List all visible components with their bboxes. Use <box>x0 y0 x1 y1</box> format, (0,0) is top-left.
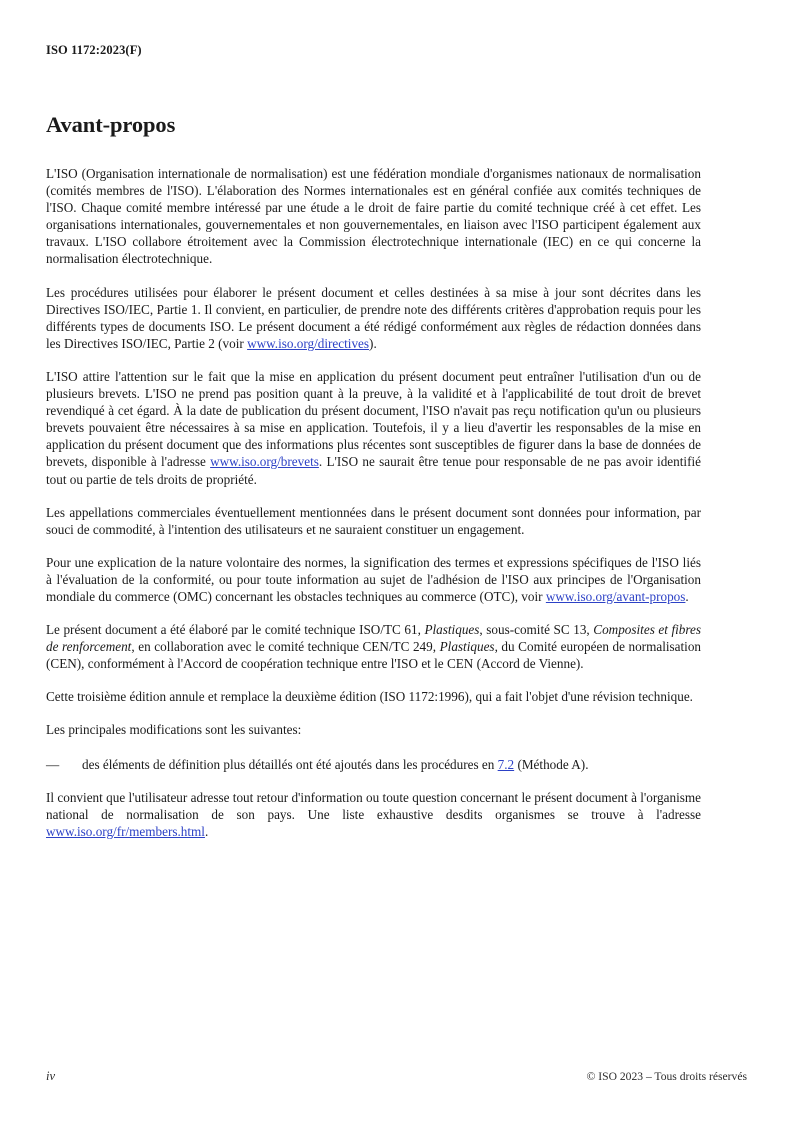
paragraph-1 <box>46 165 701 268</box>
cross-reference-7-2[interactable]: 7.2 <box>497 756 515 772</box>
committee-title-composites: Composites et fibres de renforcement <box>46 622 702 655</box>
paragraph-3-text-before-link: L'ISO attire l'attention sur le fait que la mise en application du présent document peut entraîner l'utilisation d'un ou de plusieurs brevets. L'ISO ne prend pas position quant à la preuve, à la validité et à l'applicabilité de tout droit de brevet revendiqué à cet égard. À la date de publication du présent document, l'ISO n'avait pas reçu notification qu'un ou plusieurs brevets pouvaient être nécessaires à sa mise en application. Toutefois, il y a lieu d'avertir les responsables de la mise en application du présent document que des informations plus récentes sont susceptibles de figurer dans la base de données de brevets, disponible à l'adresse <box>46 368 701 470</box>
list-item-text-before-xref: des éléments de définition plus détaillés ont été ajoutés dans les procédures en <box>82 756 498 772</box>
link-iso-directives[interactable]: www.iso.org/directives <box>247 335 370 351</box>
paragraph-6-part-3: , en collaboration avec le comité technique CEN/TC 249, <box>131 639 440 655</box>
paragraph-6-part-1: Le présent document a été élaboré par le comité technique ISO/TC 61, <box>46 622 425 638</box>
paragraph-1-text: L'ISO (Organisation internationale de normalisation) est une fédération mondiale d'organismes nationaux de normalisation (comités membres de l'ISO). L'élaboration des Normes internationales est en général confiée aux comités techniques de l'ISO. Chaque comité membre intéressé par une étude a le droit de faire partie du comité technique créé à cet effet. Les organisations internationales, gouvernementales et non gouvernementales, en liaison avec l'ISO participent également aux travaux. L'ISO collabore étroitement avec la Commission électrotechnique internationale (IEC) en ce qui concerne la normalisation électrotechnique. <box>46 166 701 267</box>
paragraph-5-text-before-link: Pour une explication de la nature volontaire des normes, la signification des termes et expressions spécifiques de l'ISO liés à l'évaluation de la conformité, ou pour toute information au sujet de l'adhésion de l'ISO aux principes de l'Organisation mondiale du commerce (OMC) concernant les obstacles techniques au commerce (OTC), voir <box>46 554 701 604</box>
paragraph-7-edition <box>46 672 701 705</box>
em-dash-bullet: — <box>46 756 60 772</box>
link-iso-brevets[interactable]: www.iso.org/brevets <box>210 454 319 470</box>
committee-title-plastiques-2: Plastiques <box>439 639 495 655</box>
foreword-body <box>46 165 701 840</box>
running-head: ISO 1172:2023(F) <box>46 43 142 57</box>
paragraph-5-text-after-link: . <box>685 588 689 604</box>
paragraph-9-text-after-link: . <box>204 823 209 839</box>
list-item <box>46 739 701 773</box>
paragraph-6-part-2: , sous-comité SC 13, <box>479 622 594 638</box>
committee-title-plastiques-1: Plastiques <box>424 622 480 638</box>
page-number: iv <box>46 1069 56 1083</box>
paragraph-4 <box>46 488 701 538</box>
paragraph-8-text: Les principales modifications sont les suivantes: <box>46 722 302 738</box>
paragraph-3 <box>46 352 701 488</box>
paragraph-7-text: Cette troisième édition annule et remplace la deuxième édition (ISO 1172:1996), qui a fait l'objet d'une révision technique. <box>46 689 693 705</box>
link-iso-members[interactable]: www.iso.org/fr/members.html <box>46 823 205 839</box>
page-content <box>46 0 701 840</box>
page-footer <box>46 1069 747 1084</box>
paragraph-4-text: Les appellations commerciales éventuellement mentionnées dans le présent document sont données pour information, par souci de commodité, à l'intention des utilisateurs et ne sauraient constituer un engagement. <box>46 504 701 537</box>
paragraph-6-committee <box>46 605 701 672</box>
page-title: Avant-propos <box>46 112 176 137</box>
paragraph-8-changes-intro <box>46 705 701 738</box>
copyright-notice: © ISO 2023 – Tous droits réservés <box>586 1070 747 1083</box>
paragraph-9-text-before-link: Il convient que l'utilisateur adresse tout retour d'information ou toute question concernant le présent document à l'organisme national de normalisation de son pays. Une liste exhaustive desdits organismes se trouve à l'adresse <box>46 789 701 822</box>
paragraph-9-feedback <box>46 773 701 840</box>
paragraph-6-part-4: , du Comité européen de normalisation (CEN), conformément à l'Accord de coopération technique entre l'ISO et le CEN (Accord de Vienne). <box>46 639 702 672</box>
link-iso-avant-propos[interactable]: www.iso.org/avant-propos <box>545 588 686 604</box>
paragraph-3-text-after-link: . L'ISO ne saurait être tenue pour responsable de ne pas avoir identifié tout ou partie de tels droits de propriété. <box>46 454 701 487</box>
paragraph-2-text-before-link: Les procédures utilisées pour élaborer le présent document et celles destinées à sa mise à jour sont décrites dans les Directives ISO/IEC, Partie 1. Il convient, en particulier, de prendre note des différents critères d'approbation requis pour les différents types de documents ISO. Le présent document a été rédigé conformément aux règles de rédaction données dans les Directives ISO/IEC, Partie 2 (voir <box>46 284 701 351</box>
paragraph-5 <box>46 538 701 605</box>
paragraph-2-text-after-link: ). <box>369 335 377 351</box>
list-item-text-after-xref: (Méthode A). <box>514 756 589 772</box>
paragraph-2 <box>46 268 701 352</box>
